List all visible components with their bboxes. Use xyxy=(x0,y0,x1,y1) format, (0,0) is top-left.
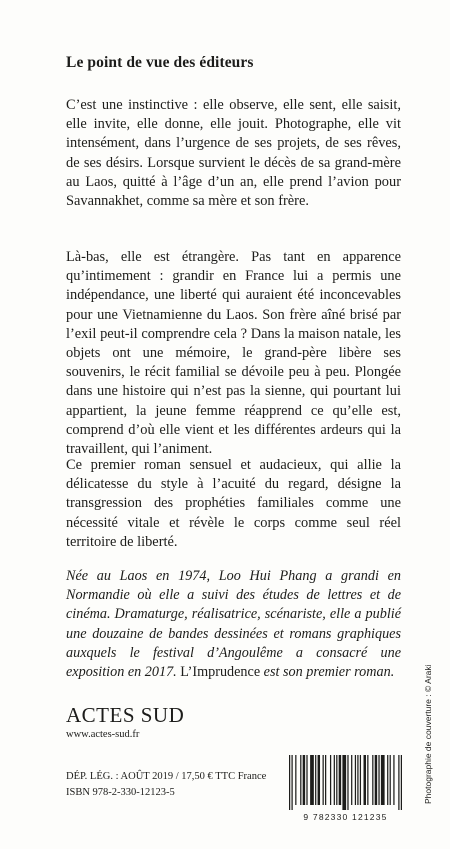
bio-book-title: L’Imprudence xyxy=(180,664,261,681)
section-heading: Le point de vue des éditeurs xyxy=(66,54,254,71)
legal-deposit-price: DÉP. LÉG. : AOÛT 2019 / 17,50 € TTC France xyxy=(66,771,267,782)
barcode-image xyxy=(283,755,408,810)
author-bio xyxy=(66,567,401,682)
paragraph-1 xyxy=(66,96,401,211)
paragraph-3 xyxy=(66,456,401,552)
bio-text-before: Née au Laos en 1974, Loo Hui Phang a grandi en Normandie où elle a suivi des études de lettres et de cinéma. Dramaturge, réalisatrice, scénariste, elle a publié une douzaine de bandes dessinées et romans graphiques auxquels le festival d’Angoulême a consacré une exposition en 2017. xyxy=(66,568,401,681)
paragraph-2-text: Là-bas, elle est étrangère. Pas tant en apparence qu’intimement : grandir en France lui a permis une indépendance, une liberté qui auraient été inconcevables pour une Vietnamienne du Laos. Son frère aîné brisé par l’exil peut-il comprendre cela ? Dans la maison natale, les objets ont une mémoire, le grand-père libère ses souvenirs, le récit familial se dévoile peu à peu. Plongée dans une histoire qui n’est pas la sienne, qui pourtant lui appartient, la jeune femme réapprend ce qu’elle est, comprend d’où elle vient et les différentes ardeurs qui la travaillent, qui l’animent. xyxy=(66,249,401,458)
isbn: ISBN 978-2-330-12123-5 xyxy=(66,787,175,798)
paragraph-1-text: C’est une instinctive : elle observe, elle sent, elle saisit, elle invite, elle donne, elle jouit. Photographe, elle vit intensément, dans l’urgence de ses projets, de ses rêves, de ses désirs. Lorsque survient le décès de sa grand-mère au Laos, quitté à l’âge d’un an, elle prend l’avion pour Savannakhet, comme sa mère et son frère. xyxy=(66,97,401,210)
photo-credit: Photographie de couverture : © Araki xyxy=(423,664,433,804)
publisher-logo: ACTES SUD xyxy=(66,703,185,727)
paragraph-2 xyxy=(66,248,401,459)
publisher-website: www.actes-sud.fr xyxy=(66,729,140,740)
barcode-digits: 9 782330 121235 xyxy=(303,812,388,822)
bio-text-after: est son premier roman. xyxy=(263,664,395,681)
paragraph-3-text: Ce premier roman sensuel et audacieux, qui allie la délicatesse du style à l’acuité du regard, désigne la transgression des prophéties familiales comme une nécessité vitale et révèle le corps comme seul réel territoire de liberté. xyxy=(66,457,401,550)
